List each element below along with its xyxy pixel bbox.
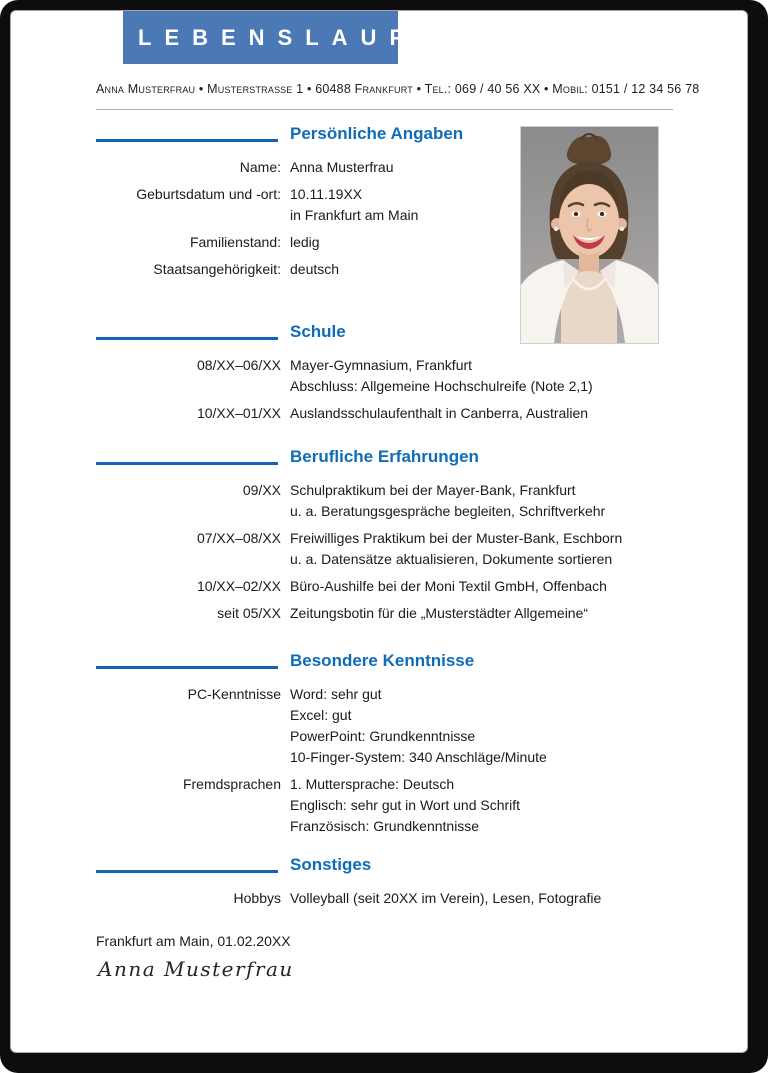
entry-line: Excel: gut — [290, 707, 352, 723]
entry-label: Fremdsprachen — [182, 776, 281, 792]
section-entry — [11, 603, 691, 624]
header-divider — [96, 109, 673, 110]
entry-line: Anna Musterfrau — [290, 159, 394, 175]
section-entry — [11, 774, 691, 837]
section-entry — [11, 684, 691, 768]
section-entry — [11, 528, 691, 570]
entry-label: Staatsangehörigkeit: — [153, 261, 281, 277]
entry-label: seit 05/XX — [217, 605, 281, 621]
document-title: LEBENSLAUF — [138, 24, 416, 50]
entry-value — [290, 528, 622, 570]
entry-line: Englisch: sehr gut in Wort und Schrift — [290, 797, 521, 813]
section-header — [11, 854, 691, 876]
section-entry — [11, 355, 691, 397]
contact-line: Anna Musterfrau • Musterstraße 1 • 60488 Frankfurt • Tel.: 069 / 40 56 XX • Mobil: 0151 / 12 34 56 78 — [96, 82, 700, 96]
entry-line: ledig — [290, 234, 320, 250]
entry-line: u. a. Beratungsgespräche begleiten, Schriftverkehr — [290, 503, 606, 519]
entry-value — [290, 603, 588, 624]
entry-label: 10/XX–02/XX — [196, 578, 281, 594]
entry-line: in Frankfurt am Main — [290, 207, 419, 223]
section-entry — [11, 259, 691, 280]
entry-value — [290, 403, 588, 424]
entry-line: Abschluss: Allgemeine Hochschulreife (Note 2,1) — [290, 378, 593, 394]
section-entry — [11, 888, 691, 909]
resume-section — [11, 446, 691, 630]
section-title: Berufliche Erfahrungen — [290, 447, 479, 466]
entry-label: Hobbys — [233, 890, 281, 906]
signature: Anna Musterfrau — [98, 957, 294, 981]
entry-label: Name: — [239, 159, 281, 175]
section-entry — [11, 403, 691, 424]
entry-label: Geburtsdatum und -ort: — [136, 186, 281, 202]
section-entry — [11, 157, 691, 178]
section-header — [11, 123, 691, 145]
resume-section — [11, 123, 691, 286]
entry-line: deutsch — [290, 261, 340, 277]
entry-line: Freiwilliges Praktikum bei der Muster-Bank, Eschborn — [290, 530, 623, 546]
entry-line: u. a. Datensätze aktualisieren, Dokumente sortieren — [290, 551, 613, 567]
entry-line: 10.11.19XX — [290, 186, 363, 202]
entry-value — [290, 684, 547, 768]
section-accent-line — [96, 337, 278, 340]
entry-value — [290, 480, 605, 522]
entry-label: Familienstand: — [189, 234, 281, 250]
entry-line: 1. Muttersprache: Deutsch — [290, 776, 455, 792]
section-accent-line — [96, 139, 278, 142]
entry-value — [290, 774, 520, 837]
entry-line: Schulpraktikum bei der Mayer-Bank, Frankfurt — [290, 482, 576, 498]
entry-value — [290, 355, 593, 397]
entry-line: Französisch: Grundkenntnisse — [290, 818, 480, 834]
entry-label: 09/XX — [242, 482, 281, 498]
section-title: Schule — [290, 322, 346, 341]
resume-section — [11, 321, 691, 430]
place-and-date: Frankfurt am Main, 01.02.20XX — [96, 933, 291, 949]
entry-line: Mayer-Gymnasium, Frankfurt — [290, 357, 473, 373]
resume-page — [10, 10, 748, 1053]
section-accent-line — [96, 870, 278, 873]
section-entry — [11, 480, 691, 522]
section-header — [11, 650, 691, 672]
section-entries — [11, 480, 691, 624]
section-title: Persönliche Angaben — [290, 124, 464, 143]
entry-line: PowerPoint: Grundkenntnisse — [290, 728, 476, 744]
section-accent-line — [96, 462, 278, 465]
entry-label: PC-Kenntnisse — [187, 686, 281, 702]
entry-value — [290, 184, 418, 226]
resume-section — [11, 854, 691, 915]
section-entries — [11, 684, 691, 837]
resume-section — [11, 650, 691, 843]
section-entries — [11, 355, 691, 424]
entry-value — [290, 259, 339, 280]
entry-line: Büro-Aushilfe bei der Moni Textil GmbH, Offenbach — [290, 578, 607, 594]
entry-value — [290, 888, 601, 909]
entry-value — [290, 576, 607, 597]
section-title: Sonstiges — [290, 855, 372, 874]
section-entry — [11, 184, 691, 226]
section-header — [11, 446, 691, 468]
entry-value — [290, 232, 320, 253]
entry-line: Auslandsschulaufenthalt in Canberra, Australien — [290, 405, 589, 421]
section-entries — [11, 157, 691, 280]
entry-line: Volleyball (seit 20XX im Verein), Lesen, Fotografie — [290, 890, 602, 906]
entry-line: Word: sehr gut — [290, 686, 382, 702]
section-entries — [11, 888, 691, 909]
entry-label: 07/XX–08/XX — [196, 530, 281, 546]
title-banner — [123, 11, 416, 64]
section-accent-line — [96, 666, 278, 669]
section-entry — [11, 576, 691, 597]
section-title: Besondere Kenntnisse — [290, 651, 475, 670]
entry-label: 10/XX–01/XX — [196, 405, 281, 421]
section-entry — [11, 232, 691, 253]
entry-label: 08/XX–06/XX — [196, 357, 281, 373]
entry-value — [290, 157, 394, 178]
section-header — [11, 321, 691, 343]
entry-line: Zeitungsbotin für die „Musterstädter Allgemeine“ — [290, 605, 589, 621]
entry-line: 10-Finger-System: 340 Anschläge/Minute — [290, 749, 547, 765]
